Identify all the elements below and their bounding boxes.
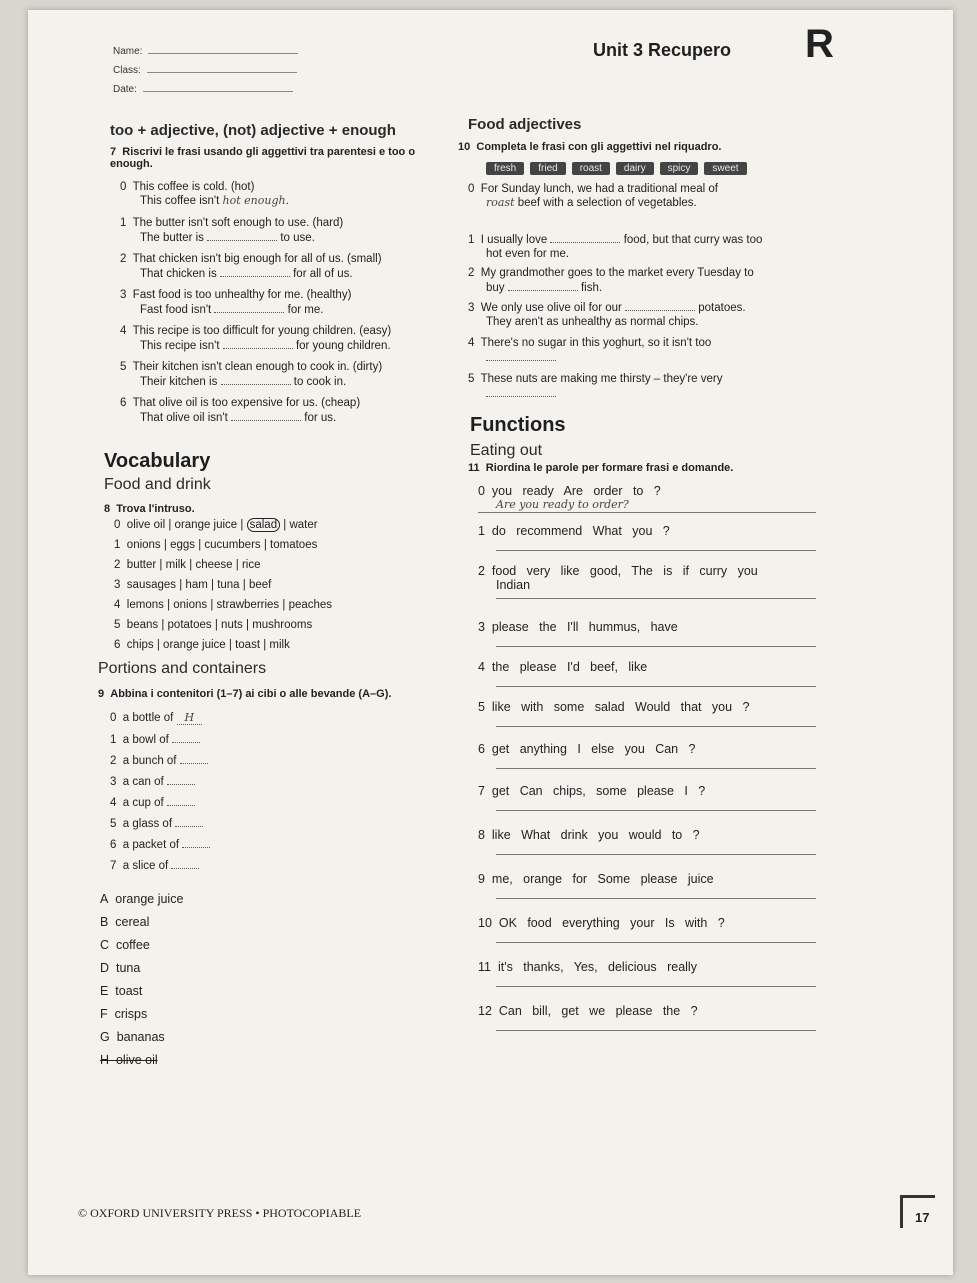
ex8-item: 2 butter | milk | cheese | rice: [114, 559, 261, 571]
ex11-item: 11 it's thanks, Yes, delicious really: [478, 960, 838, 1004]
ex10-blank[interactable]: [550, 232, 620, 243]
ex9-blank[interactable]: [175, 816, 203, 827]
word-chip: sweet: [704, 162, 746, 175]
ex11-list: [478, 484, 838, 1048]
ex11-item: 7 get Can chips, some please I ?: [478, 784, 838, 828]
ex11-answer-line[interactable]: [496, 714, 816, 727]
ex11-answer-line[interactable]: [496, 798, 816, 811]
name-label: Name:: [113, 46, 143, 57]
ex8-list: [114, 518, 434, 658]
ex9-answer[interactable]: H: [177, 711, 203, 725]
ex10-answer[interactable]: roast: [486, 196, 515, 209]
ex11-answer-line[interactable]: [496, 842, 816, 855]
ex10-blank[interactable]: [625, 300, 695, 311]
ex9-item: 0 a bottle of H: [110, 711, 310, 732]
ex9-blank[interactable]: [182, 837, 210, 848]
ex9-option: E toast: [100, 984, 143, 998]
ex10-blank[interactable]: [486, 350, 556, 361]
ex11-answer[interactable]: Are you ready to order?: [478, 498, 816, 513]
ex11-answer-line[interactable]: [496, 886, 816, 899]
ex10-item: 1 I usually love food, but that curry was too hot even for me.: [468, 234, 763, 260]
class-line: [147, 72, 297, 73]
unit-title: Unit 3 Recupero: [593, 40, 732, 60]
ex7-blank[interactable]: [221, 374, 291, 385]
ex11-item: 12 Can bill, get we please the ?: [478, 1004, 838, 1048]
ex7-item: 6 That olive oil is too expensive for us. (cheap) That olive oil isn't for us.: [120, 397, 361, 424]
ex11-item: 4 the please I'd beef, like: [478, 660, 838, 700]
ex9-item: 5 a glass of: [110, 816, 310, 837]
ex7-instruction: 7 Riscrivi le frasi usando gli aggettivi tra parentesi e too o enough.: [110, 146, 416, 170]
ex11-answer-line[interactable]: [496, 930, 816, 943]
ex7-list: [120, 180, 460, 432]
ex8-item: 3 sausages | ham | tuna | beef: [114, 579, 272, 591]
class-field: [113, 65, 297, 76]
ex7-blank[interactable]: [220, 266, 290, 277]
ex10-blank[interactable]: [508, 280, 578, 291]
ex8-instruction: 8 Trova l'intruso.: [104, 503, 195, 515]
ex8-item: 4 lemons | onions | strawberries | peaches: [114, 599, 333, 611]
ex11-item: 5 like with some salad Would that you ?: [478, 700, 838, 742]
word-box: [486, 158, 753, 176]
vocabulary-heading: Vocabulary: [104, 450, 211, 472]
functions-heading: Functions: [470, 414, 566, 436]
word-chip: fresh: [486, 162, 524, 175]
ex9-item: 2 a bunch of: [110, 753, 310, 774]
ex9-blank[interactable]: [167, 774, 195, 785]
worksheet-page: [28, 10, 953, 1275]
ex10-list: [468, 182, 828, 408]
ex11-item: 9 me, orange for Some please juice: [478, 872, 838, 916]
eating-out-subheading: Eating out: [470, 442, 543, 459]
ex11-item: 2 food very like good, The is if curry you Indian: [478, 564, 838, 620]
ex10-instruction: 10 Completa le frasi con gli aggettivi nel riquadro.: [458, 141, 722, 153]
ex9-item: 3 a can of: [110, 774, 310, 795]
ex9-option: A orange juice: [100, 892, 184, 906]
ex7-item: 4 This recipe is too difficult for young children. (easy) This recipe isn't for young children.: [120, 325, 392, 352]
ex7-item: 2 That chicken isn't big enough for all of us. (small) That chicken is for all of us.: [120, 253, 382, 280]
ex9-item: 7 a slice of: [110, 858, 310, 879]
word-chip: fried: [530, 162, 565, 175]
ex9-blank[interactable]: [180, 753, 208, 764]
recupero-letter: R: [805, 22, 834, 66]
ex10-item: 5 These nuts are making me thirsty – they're very: [468, 372, 828, 408]
ex7-item: 5 Their kitchen isn't clean enough to cook in. (dirty) Their kitchen is to cook in.: [120, 361, 383, 388]
ex11-answer-line[interactable]: [496, 538, 816, 551]
ex9-option-used: H olive oil: [100, 1053, 158, 1067]
ex7-blank[interactable]: [223, 338, 293, 349]
ex9-blank[interactable]: [172, 732, 200, 743]
ex9-option: C coffee: [100, 938, 150, 952]
ex11-item: 0 you ready Are order to ? Are you ready to order?: [478, 484, 838, 524]
date-label: Date:: [113, 84, 137, 95]
class-label: Class:: [113, 65, 141, 76]
date-line: [143, 91, 293, 92]
name-field: [113, 46, 298, 57]
ex11-item: 6 get anything I else you Can ?: [478, 742, 838, 784]
ex7-blank[interactable]: [207, 230, 277, 241]
ex10-item: 4 There's no sugar in this yoghurt, so it isn't too: [468, 336, 828, 372]
ex9-option: F crisps: [100, 1007, 148, 1021]
ex10-item: 2 My grandmother goes to the market every Tuesday to buy fish.: [468, 267, 754, 294]
grammar-heading: too + adjective, (not) adjective + enough: [110, 122, 396, 139]
ex8-item: 5 beans | potatoes | nuts | mushrooms: [114, 619, 313, 631]
ex9-options: [100, 892, 300, 1076]
ex9-option: B cereal: [100, 915, 150, 929]
ex8-item: 1 onions | eggs | cucumbers | tomatoes: [114, 539, 318, 551]
ex8-item: 0 olive oil | orange juice | salad | water: [114, 519, 318, 531]
ex7-answer[interactable]: hot enough: [222, 194, 286, 207]
ex11-answer-line[interactable]: [496, 592, 816, 599]
page-number: 17: [915, 1210, 930, 1225]
ex11-item: 8 like What drink you would to ?: [478, 828, 838, 872]
ex9-option: G bananas: [100, 1030, 165, 1044]
word-chip: roast: [572, 162, 610, 175]
ex11-answer-line[interactable]: [496, 674, 816, 687]
ex10-item: 0 For Sunday lunch, we had a traditional meal of roast beef with a selection of vegetables.: [468, 183, 718, 209]
ex7-item: 3 Fast food is too unhealthy for me. (healthy) Fast food isn't for me.: [120, 289, 352, 316]
ex9-instruction: 9 Abbina i contenitori (1–7) ai cibi o alle bevande (A–G).: [98, 688, 392, 700]
ex9-option: D tuna: [100, 961, 141, 975]
ex9-item: 6 a packet of: [110, 837, 310, 858]
ex11-answer-line[interactable]: [496, 974, 816, 987]
portions-subheading: Portions and containers: [98, 660, 267, 677]
date-field: [113, 84, 293, 95]
ex11-item: 1 do recommend What you ?: [478, 524, 838, 564]
ex9-item: 4 a cup of: [110, 795, 310, 816]
ex11-answer-line[interactable]: [496, 756, 816, 769]
ex9-item: 1 a bowl of: [110, 732, 310, 753]
ex9-blank[interactable]: [171, 858, 199, 869]
ex11-item: 3 please the I'll hummus, have: [478, 620, 838, 660]
circled-answer[interactable]: salad: [247, 518, 281, 532]
word-chip: dairy: [616, 162, 654, 175]
ex9-blank[interactable]: [167, 795, 195, 806]
food-adj-heading: Food adjectives: [468, 116, 582, 133]
ex9-list: [110, 711, 310, 879]
ex11-item: 10 OK food everything your Is with ?: [478, 916, 838, 960]
ex10-blank[interactable]: [486, 386, 556, 397]
ex7-blank[interactable]: [231, 410, 301, 421]
ex10-item: 3 We only use olive oil for our potatoes. They aren't as unhealthy as normal chips.: [468, 302, 746, 328]
copyright-footer: © OXFORD UNIVERSITY PRESS • PHOTOCOPIABLE: [78, 1206, 362, 1220]
ex7-item: 0 This coffee is cold. (hot) This coffee isn't hot enough.: [120, 181, 289, 207]
food-drink-subheading: Food and drink: [104, 476, 211, 493]
ex7-item: 1 The butter isn't soft enough to use. (hard) The butter is to use.: [120, 217, 344, 244]
ex11-answer-line[interactable]: [496, 634, 816, 647]
name-line: [148, 53, 298, 54]
ex11-instruction: 11 Riordina le parole per formare frasi e domande.: [468, 462, 734, 474]
word-chip: spicy: [660, 162, 699, 175]
ex7-blank[interactable]: [214, 302, 284, 313]
ex8-item: 6 chips | orange juice | toast | milk: [114, 639, 290, 651]
ex11-answer-line[interactable]: [496, 1018, 816, 1031]
